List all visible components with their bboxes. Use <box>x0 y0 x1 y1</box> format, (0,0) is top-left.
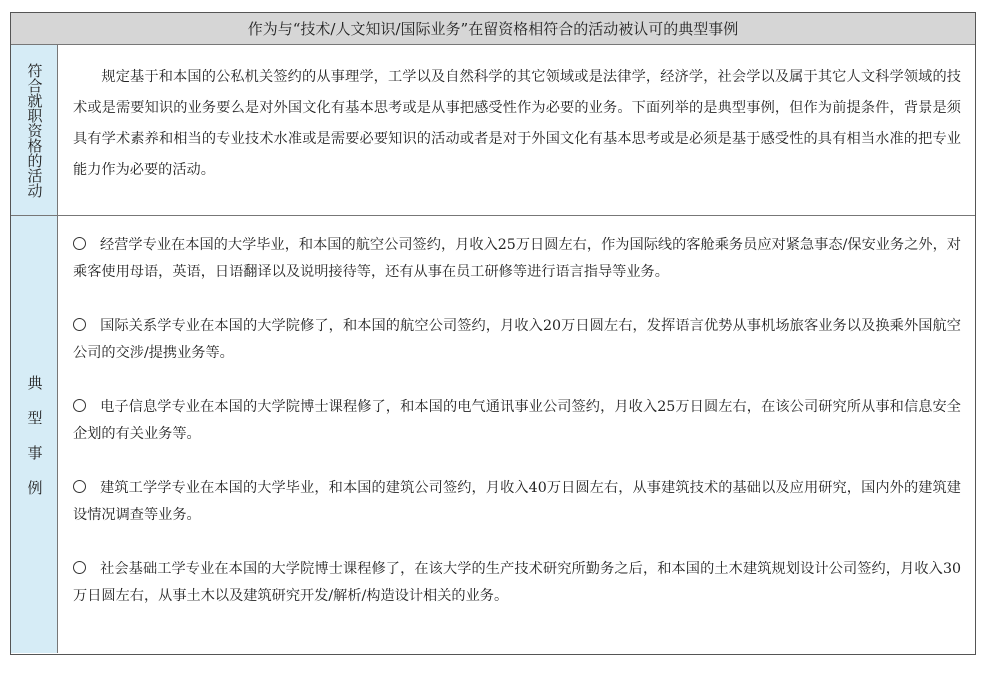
example-item <box>73 556 961 610</box>
activity-table <box>10 12 976 655</box>
circle-icon <box>73 237 86 250</box>
typical-examples-list <box>58 216 975 653</box>
eligible-activity-label: 符合就职资格的活动 <box>25 62 44 198</box>
circle-icon <box>73 561 86 574</box>
circle-icon <box>73 399 86 412</box>
example-item <box>73 232 961 286</box>
example-text: 电子信息学专业在本国的大学院博士课程修了，和本国的电气通讯事业公司签约，月收入25万日圆左右，在该公司研究所从事和信息安全企划的有关业务等。 <box>73 399 961 442</box>
typical-examples-label-cell <box>11 216 58 653</box>
example-item <box>73 313 961 367</box>
example-item <box>73 475 961 529</box>
table-title <box>11 13 975 45</box>
eligible-activity-text: 规定基于和本国的公私机关签约的从事理学，工学以及自然科学的其它领域或是法律学，经济学，社会学以及属于其它人文科学领域的技术或是需要知识的业务要么是对外国文化有基本思考或是从事把感受性作为必要的业务。下面列举的是典型事例，但作为前提条件，背景是须具有学术素养和相当的专业技术水准或是需要必要知识的活动或者是对于外国文化有基本思考或是必须是基于感受性的具有相当水准的把专业能力作为必要的活动。 <box>73 69 961 178</box>
example-item <box>73 394 961 448</box>
table-title-text: 作为与“技术/人文知识/国际业务”在留资格相符合的活动被认可的典型事例 <box>247 20 739 38</box>
eligible-activity-label-cell <box>11 45 58 216</box>
circle-icon <box>73 480 86 493</box>
example-text: 国际关系学专业在本国的大学院修了，和本国的航空公司签约，月收入20万日圆左右，发挥语言优势从事机场旅客业务以及换乘外国航空公司的交涉/提携业务等。 <box>73 318 961 361</box>
example-text: 社会基础工学专业在本国的大学院博士课程修了，在该大学的生产技术研究所勤务之后，和本国的土木建筑规划设计公司签约，月收入30万日圆左右，从事土木以及建筑研究开发/解析/构造设计相关的业务。 <box>73 561 961 604</box>
eligible-activity-description <box>58 45 975 216</box>
circle-icon <box>73 318 86 331</box>
typical-examples-label: 典型事例 <box>25 374 44 515</box>
example-text: 经营学专业在本国的大学毕业，和本国的航空公司签约，月收入25万日圆左右，作为国际线的客舱乘务员应对紧急事态/保安业务之外，对乘客使用母语，英语，日语翻译以及说明接待等，还有从事在员工研修等进行语言指导等业务。 <box>73 237 961 280</box>
example-text: 建筑工学学专业在本国的大学毕业，和本国的建筑公司签约，月收入40万日圆左右，从事建筑技术的基础以及应用研究，国内外的建筑建设情况调查等业务。 <box>73 480 961 523</box>
